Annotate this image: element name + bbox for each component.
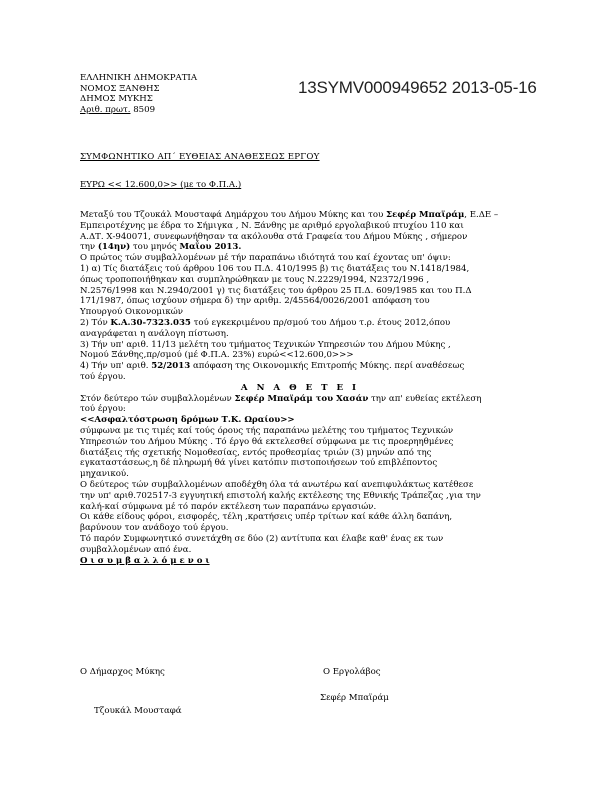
header-municipality: ΔΗΜΟΣ ΜΥΚΗΣ xyxy=(80,94,153,105)
award-line: εγκαταστάσεως,η δέ πληρωμή θά γίνει κατόπιν πιστοποιήσεων τού επιβλέποντος xyxy=(80,458,438,469)
award-line: μηχανικού. xyxy=(80,469,129,480)
point-line xyxy=(80,361,520,372)
point-line: 171/1987, όπως ισχύουν σήμερα δ) την αριθμ. 2/45564/0026/2001 απόφαση του xyxy=(80,296,430,307)
contractor-name: Σεφέρ Μπαϊράμ xyxy=(386,210,465,220)
award-line: Τό παρόν Συμφωνητικό συνετάχθη σε δύο (2) αντίτυπα και έλαβε καθ' ένας εκ των xyxy=(80,533,444,544)
protocol-number: 8509 xyxy=(130,104,156,115)
point-line: 3) Τήν υπ' αριθ. 11/13 μελέτη του τμήματος Τεχνικών Υπηρεσιών του Δήμου Μύκης , xyxy=(80,339,451,350)
intro-line: Εμπειροτέχνης με έδρα το Σήμιγκα , Ν. Ξάνθης με αριθμό εργολαβικού πτυχίου 110 και xyxy=(80,220,464,231)
contract-amount: ΕΥΡΩ << 12.600,0>> (με το Φ.Π.Α.) xyxy=(80,180,242,190)
award-text: την απ' ευθείας εκτέλεση xyxy=(368,393,482,404)
point-line: Νομού Ξάνθης,πρ/σμού (μέ Φ.Π.Α. 23%) ευρώ<<12.600,0>>> xyxy=(80,350,354,361)
anatheti-heading: Α Ν Α Θ Ε Τ Ε Ι xyxy=(240,382,360,393)
intro-line: Α.ΔΤ. Χ-940071, συνεφωνήθησαν τα ακόλουθα στά Γραφεία του Δήμου Μύκης , σήμερον xyxy=(80,231,468,242)
intro-text: του μηνός xyxy=(130,242,180,253)
header-prefecture: ΝΟΜΟΣ ΞΑΝΘΗΣ xyxy=(80,83,160,94)
project-name: <<Ασφαλτόστρωση δρόμων Τ.Κ. Ωραίου>> xyxy=(80,415,295,426)
budget-code: Κ.Α.30-7323.035 xyxy=(110,317,191,328)
contract-month: Μαΐου 2013. xyxy=(179,242,242,253)
point-text: 2) Τόν xyxy=(80,317,111,328)
protocol-label: Αριθ. πρωτ. xyxy=(80,104,131,115)
point-line: όπως τροποποιήθηκαν και συμπληρώθηκαν με τους Ν.2229/1994, Ν2372/1996 , xyxy=(80,274,430,285)
point-line: Ν.2576/1998 και Ν.2940/2001 γ) τις διατάξεις του άρθρου 25 Π.Δ. 609/1985 και του Π.Δ xyxy=(80,285,472,296)
point-line: αναγράφεται η ανάλογη πίστωση. xyxy=(80,328,229,339)
award-line: Ο δεύτερος τών συμβαλλομένων αποδέχθη όλα τά ανωτέρω καί ανεπιφυλάκτως κατέθεσε xyxy=(80,479,474,490)
point-line: τού έργου. xyxy=(80,371,126,382)
contract-title: ΣΥΜΦΩΝΗΤΙΚΟ ΑΠ΄ ΕΥΘΕΙΑΣ ΑΝΑΘΕΣΕΩΣ ΕΡΓΟΥ xyxy=(80,152,320,162)
point-text: απόφαση της Οικονομικής Επιτροπής Μύκης. περί αναθέσεως xyxy=(190,361,465,372)
header-protocol xyxy=(80,105,197,116)
point-text: τού εγκεκριμένου πρ/σμού του Δήμου τ.ρ. έτους 2012,όπου xyxy=(190,317,451,328)
intro-text: Μεταξύ του Τζουκάλ Μουσταφά Δημάρχου του Δήμου Μύκης και του xyxy=(80,210,387,220)
intro-line: Ο πρώτος τών συμβαλλομένων μέ τήν παραπάνω ιδιότητά του καί έχοντας υπ' όψιν: xyxy=(80,253,451,264)
point-line: Υπουργού Οικονομικών xyxy=(80,307,183,318)
intro-line xyxy=(80,210,520,221)
award-line: τού έργου: xyxy=(80,404,126,415)
parties-heading: Ο ι σ υ μ β α λ λ ό μ ε ν ο ι xyxy=(80,555,210,566)
award-line: Οι κάθε είδους φόροι, εισφορές, τέλη ,κρατήσεις υπέρ τρίτων καί κάθε άλλη δαπάνη, xyxy=(80,512,453,523)
contractor-role: Ο Εργολάβος xyxy=(323,667,381,677)
intro-text: , Ε.ΔΕ – xyxy=(464,210,499,220)
award-line: Υπηρεσιών του Δήμου Μύκης . Τό έργο θά εκτελεσθεί σύμφωνα με τις προερηηθμένες xyxy=(80,436,454,447)
point-line: 1) α) Τίς διατάξεις τού άρθρου 106 του Π.Δ. 410/1995 β) τις διατάξεις του Ν.1418/1984, xyxy=(80,263,470,274)
mayor-signature-name: Τζουκάλ Μουσταφά xyxy=(94,706,182,716)
decision-number: 52/2013 xyxy=(151,361,191,372)
intro-line xyxy=(80,242,520,253)
contract-body xyxy=(80,210,520,566)
contractor-signature-name: Σεφέρ Μπαϊράμ xyxy=(320,693,389,703)
award-line: την υπ' αριθ.702517-3 εγγυητική επιστολή καλής εκτέλεσης της Εθνικής Τράπεζας ,για την xyxy=(80,490,481,501)
award-line: καλή-καί σύμφωνα μέ τό παρόν εκτέλεση των παραπάνω εργασιών. xyxy=(80,501,377,512)
mayor-role: Ο Δήμαρχος Μύκης xyxy=(80,667,165,677)
award-line: συμβαλλομένων από ένα. xyxy=(80,544,192,555)
award-line xyxy=(80,394,520,405)
contractor-full-name: Σεφέρ Μπαϊράμ του Χασάν xyxy=(234,393,369,404)
point-text: 4) Τήν υπ' αριθ. xyxy=(80,361,152,372)
document-stamp-id: 13SYMV000949652 2013-05-16 xyxy=(298,78,537,97)
issuer-header xyxy=(80,73,197,115)
award-line: βαρύνουν τον ανάδοχο τού έργου. xyxy=(80,523,229,534)
point-line xyxy=(80,318,520,329)
contract-day: (14ην) xyxy=(97,242,131,253)
header-country: ΕΛΛΗΝΙΚΗ ΔΗΜΟΚΡΑΤΙΑ xyxy=(80,73,198,83)
intro-text: την xyxy=(80,242,98,253)
award-line: διατάξεις τής σχετικής Νομοθεσίας, εντός προθεσμίας τριών (3) μηνών από της xyxy=(80,447,432,458)
award-text: Στόν δεύτερο τών συμβαλλομένων xyxy=(80,393,235,404)
award-line: σύμφωνα με τις τιμές καί τούς όρους τής παραπάνω μελέτης του τμήματος Τεχνικών xyxy=(80,425,454,436)
